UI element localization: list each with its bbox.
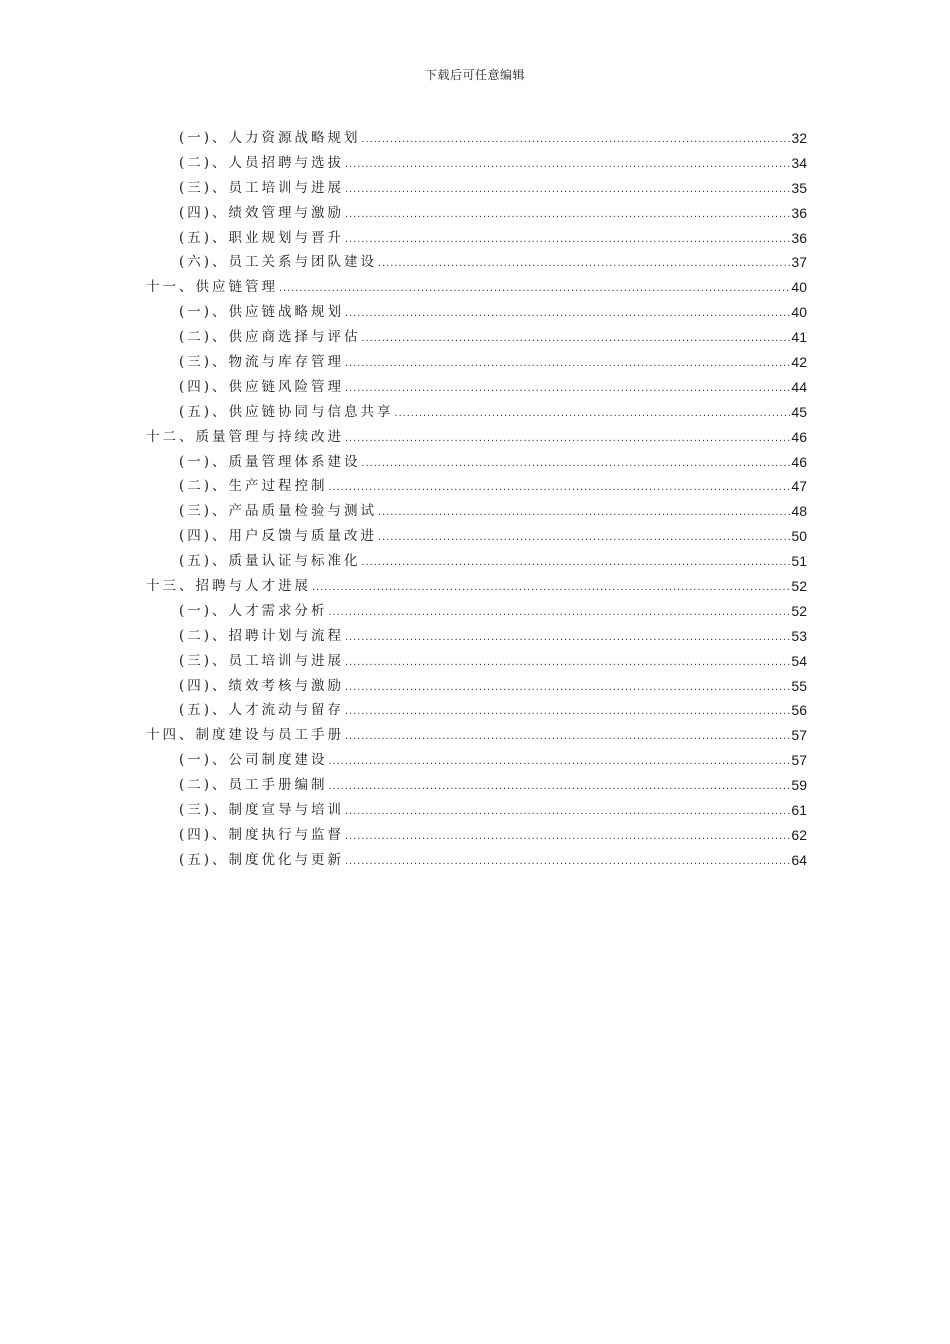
toc-page-number: 35 (791, 179, 807, 196)
toc-dot-leader (279, 276, 790, 301)
toc-section-entry[interactable] (179, 450, 807, 475)
toc-section-entry[interactable] (179, 325, 807, 350)
toc-entry-title: (二)、员工手册编制 (179, 777, 328, 794)
toc-section-entry[interactable] (179, 176, 807, 201)
toc-section-entry[interactable] (179, 549, 807, 574)
toc-chapter-entry[interactable] (146, 275, 807, 300)
toc-entry-title: (四)、用户反馈与质量改进 (179, 528, 378, 545)
toc-page-number: 40 (791, 279, 807, 296)
toc-section-entry[interactable] (179, 748, 807, 773)
toc-dot-leader (345, 202, 790, 227)
toc-entry-title: (六)、员工关系与团队建设 (179, 254, 378, 271)
toc-section-entry[interactable] (179, 823, 807, 848)
toc-section-entry[interactable] (179, 649, 807, 674)
toc-entry-title: (三)、员工培训与进展 (179, 652, 345, 669)
toc-dot-leader (345, 799, 790, 824)
toc-page-number: 46 (791, 453, 807, 470)
toc-entry-title: (四)、绩效考核与激励 (179, 677, 345, 694)
toc-dot-leader (345, 227, 790, 252)
toc-entry-title: 十四、制度建设与员工手册 (146, 727, 344, 744)
toc-entry-title: (四)、制度执行与监督 (179, 826, 345, 843)
toc-section-entry[interactable] (179, 798, 807, 823)
toc-dot-leader (362, 127, 791, 152)
toc-page-number: 45 (791, 403, 807, 420)
toc-entry-title: (一)、公司制度建设 (179, 752, 328, 769)
toc-page-number: 62 (791, 826, 807, 843)
toc-entry-title: (五)、人才流动与留存 (179, 702, 345, 719)
toc-entry-title: (五)、制度优化与更新 (179, 851, 345, 868)
toc-section-entry[interactable] (179, 599, 807, 624)
toc-entry-title: (一)、人才需求分析 (179, 602, 328, 619)
toc-dot-leader (378, 525, 790, 550)
toc-page-number: 44 (791, 378, 807, 395)
toc-page-number: 34 (791, 154, 807, 171)
toc-page-number: 54 (791, 652, 807, 669)
toc-section-entry[interactable] (179, 474, 807, 499)
toc-section-entry[interactable] (179, 151, 807, 176)
toc-page-number: 51 (791, 553, 807, 570)
toc-entry-title: (一)、质量管理体系建设 (179, 453, 361, 470)
toc-entry-title: (一)、人力资源战略规划 (179, 130, 361, 146)
toc-dot-leader (312, 575, 790, 600)
toc-entry-title: (二)、招聘计划与流程 (179, 627, 345, 644)
toc-dot-leader (345, 625, 790, 650)
toc-dot-leader (345, 699, 790, 724)
toc-page-number: 36 (791, 204, 807, 221)
header-note: 下载后可任意编辑 (424, 68, 525, 82)
toc-section-entry[interactable] (179, 773, 807, 798)
toc-entry-title: (五)、职业规划与晋升 (179, 229, 345, 246)
toc-dot-leader (378, 251, 790, 276)
toc-section-entry[interactable] (179, 848, 807, 873)
toc-page-number: 36 (791, 229, 807, 246)
toc-dot-leader (329, 600, 791, 625)
toc-section-entry[interactable] (179, 226, 807, 251)
toc-section-entry[interactable] (179, 350, 807, 375)
toc-dot-leader (362, 451, 791, 476)
toc-section-entry[interactable] (179, 624, 807, 649)
table-of-contents (0, 126, 950, 873)
toc-dot-leader (345, 650, 790, 675)
toc-dot-leader (345, 824, 790, 849)
toc-entry-title: (四)、供应链风险管理 (179, 378, 345, 395)
toc-section-entry[interactable] (179, 375, 807, 400)
toc-entry-title: 十一、供应链管理 (146, 279, 278, 296)
toc-dot-leader (362, 550, 791, 575)
toc-section-entry[interactable] (179, 126, 807, 151)
toc-entry-title: (二)、供应商选择与评估 (179, 329, 361, 346)
toc-section-entry[interactable] (179, 400, 807, 425)
toc-section-entry[interactable] (179, 201, 807, 226)
toc-dot-leader (345, 724, 790, 749)
toc-section-entry[interactable] (179, 674, 807, 699)
toc-dot-leader (378, 500, 790, 525)
toc-chapter-entry[interactable] (146, 723, 807, 748)
toc-entry-title: (三)、物流与库存管理 (179, 354, 345, 371)
toc-page-number: 59 (791, 777, 807, 794)
toc-dot-leader (345, 177, 790, 202)
toc-entry-title: (三)、制度宣导与培训 (179, 802, 345, 819)
toc-entry-title: (五)、质量认证与标准化 (179, 553, 361, 570)
toc-entry-title: 十二、质量管理与持续改进 (146, 428, 344, 445)
toc-page-number: 41 (791, 329, 807, 346)
toc-dot-leader (329, 749, 791, 774)
toc-section-entry[interactable] (179, 499, 807, 524)
toc-page-number: 50 (791, 528, 807, 545)
toc-page-number: 56 (791, 702, 807, 719)
toc-dot-leader (345, 849, 790, 874)
toc-page-number: 40 (791, 304, 807, 321)
toc-dot-leader (345, 301, 790, 326)
toc-dot-leader (345, 376, 790, 401)
toc-page-number: 53 (791, 627, 807, 644)
toc-entry-title: (二)、人员招聘与选拔 (179, 154, 345, 171)
toc-page-number: 57 (791, 727, 807, 744)
toc-dot-leader (362, 326, 791, 351)
toc-page-number: 64 (791, 851, 807, 868)
toc-dot-leader (345, 426, 790, 451)
toc-entry-title: (三)、员工培训与进展 (179, 179, 345, 196)
toc-section-entry[interactable] (179, 698, 807, 723)
toc-entry-title: (三)、产品质量检验与测试 (179, 503, 378, 520)
toc-chapter-entry[interactable] (146, 574, 807, 599)
toc-page-number: 46 (791, 428, 807, 445)
toc-dot-leader (329, 475, 791, 500)
toc-page-number: 48 (791, 503, 807, 520)
toc-page-number: 37 (791, 254, 807, 271)
toc-section-entry[interactable] (179, 250, 807, 275)
toc-dot-leader (329, 774, 791, 799)
toc-dot-leader (395, 401, 791, 426)
toc-page-number: 52 (791, 602, 807, 619)
toc-page-number: 55 (791, 677, 807, 694)
toc-page-number: 52 (791, 578, 807, 595)
toc-chapter-entry[interactable] (146, 425, 807, 450)
toc-entry-title: 十三、招聘与人才进展 (146, 578, 311, 595)
toc-entry-title: (一)、供应链战略规划 (179, 304, 345, 321)
toc-page-number: 42 (791, 354, 807, 371)
toc-page-number: 47 (791, 478, 807, 495)
toc-dot-leader (345, 152, 790, 177)
toc-page-number: 61 (791, 802, 807, 819)
toc-dot-leader (345, 675, 790, 700)
toc-entry-title: (四)、绩效管理与激励 (179, 204, 345, 221)
toc-dot-leader (345, 351, 790, 376)
toc-section-entry[interactable] (179, 524, 807, 549)
toc-page-number: 32 (791, 130, 807, 146)
toc-section-entry[interactable] (179, 300, 807, 325)
toc-entry-title: (二)、生产过程控制 (179, 478, 328, 495)
toc-entry-title: (五)、供应链协同与信息共享 (179, 403, 394, 420)
toc-page-number: 57 (791, 752, 807, 769)
